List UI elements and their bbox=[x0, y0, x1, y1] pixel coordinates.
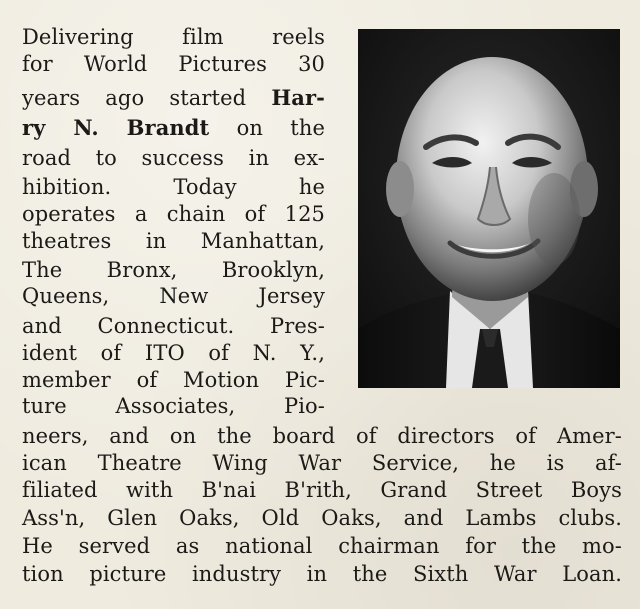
article-line: for World Pictures 30 bbox=[22, 52, 325, 76]
cheek-shadow bbox=[528, 173, 580, 265]
person-name: Har- bbox=[271, 85, 325, 110]
article-line: Ass'n, Glen Oaks, Old Oaks, and Lambs clubs. bbox=[22, 506, 622, 530]
person-name: ry N. Brandt bbox=[22, 115, 210, 140]
article-line: theatres in Manhattan, bbox=[22, 229, 325, 253]
article-line: and Connecticut. Pres- bbox=[22, 314, 325, 338]
portrait-photo bbox=[358, 29, 620, 388]
article-line: road to success in ex- bbox=[22, 146, 325, 170]
article-line: member of Motion Pic- bbox=[22, 368, 325, 392]
article-line: Queens, New Jersey bbox=[22, 284, 325, 308]
article-line: operates a chain of 125 bbox=[22, 202, 325, 226]
article-line: tion picture industry in the Sixth War Loan. bbox=[22, 562, 622, 586]
article-line bbox=[22, 114, 325, 142]
article-line: filiated with B'nai B'rith, Grand Street Boys bbox=[22, 478, 622, 502]
article-line-segment: years ago started bbox=[22, 86, 272, 110]
article-line bbox=[22, 84, 325, 112]
article-line: The Bronx, Brooklyn, bbox=[22, 258, 325, 282]
portrait-illustration bbox=[358, 29, 620, 388]
article-line: ture Associates, Pio- bbox=[22, 394, 325, 418]
article-line: ican Theatre Wing War Service, he is af- bbox=[22, 451, 622, 475]
article-line: hibition. Today he bbox=[22, 175, 325, 199]
article-line-segment: on the bbox=[209, 116, 325, 140]
article-line: He served as national chairman for the mo- bbox=[22, 534, 622, 558]
article-line: Delivering film reels bbox=[22, 25, 325, 49]
article-line: ident of ITO of N. Y., bbox=[22, 341, 325, 365]
article-line: neers, and on the board of directors of Amer- bbox=[22, 424, 622, 448]
left-ear bbox=[386, 161, 414, 217]
